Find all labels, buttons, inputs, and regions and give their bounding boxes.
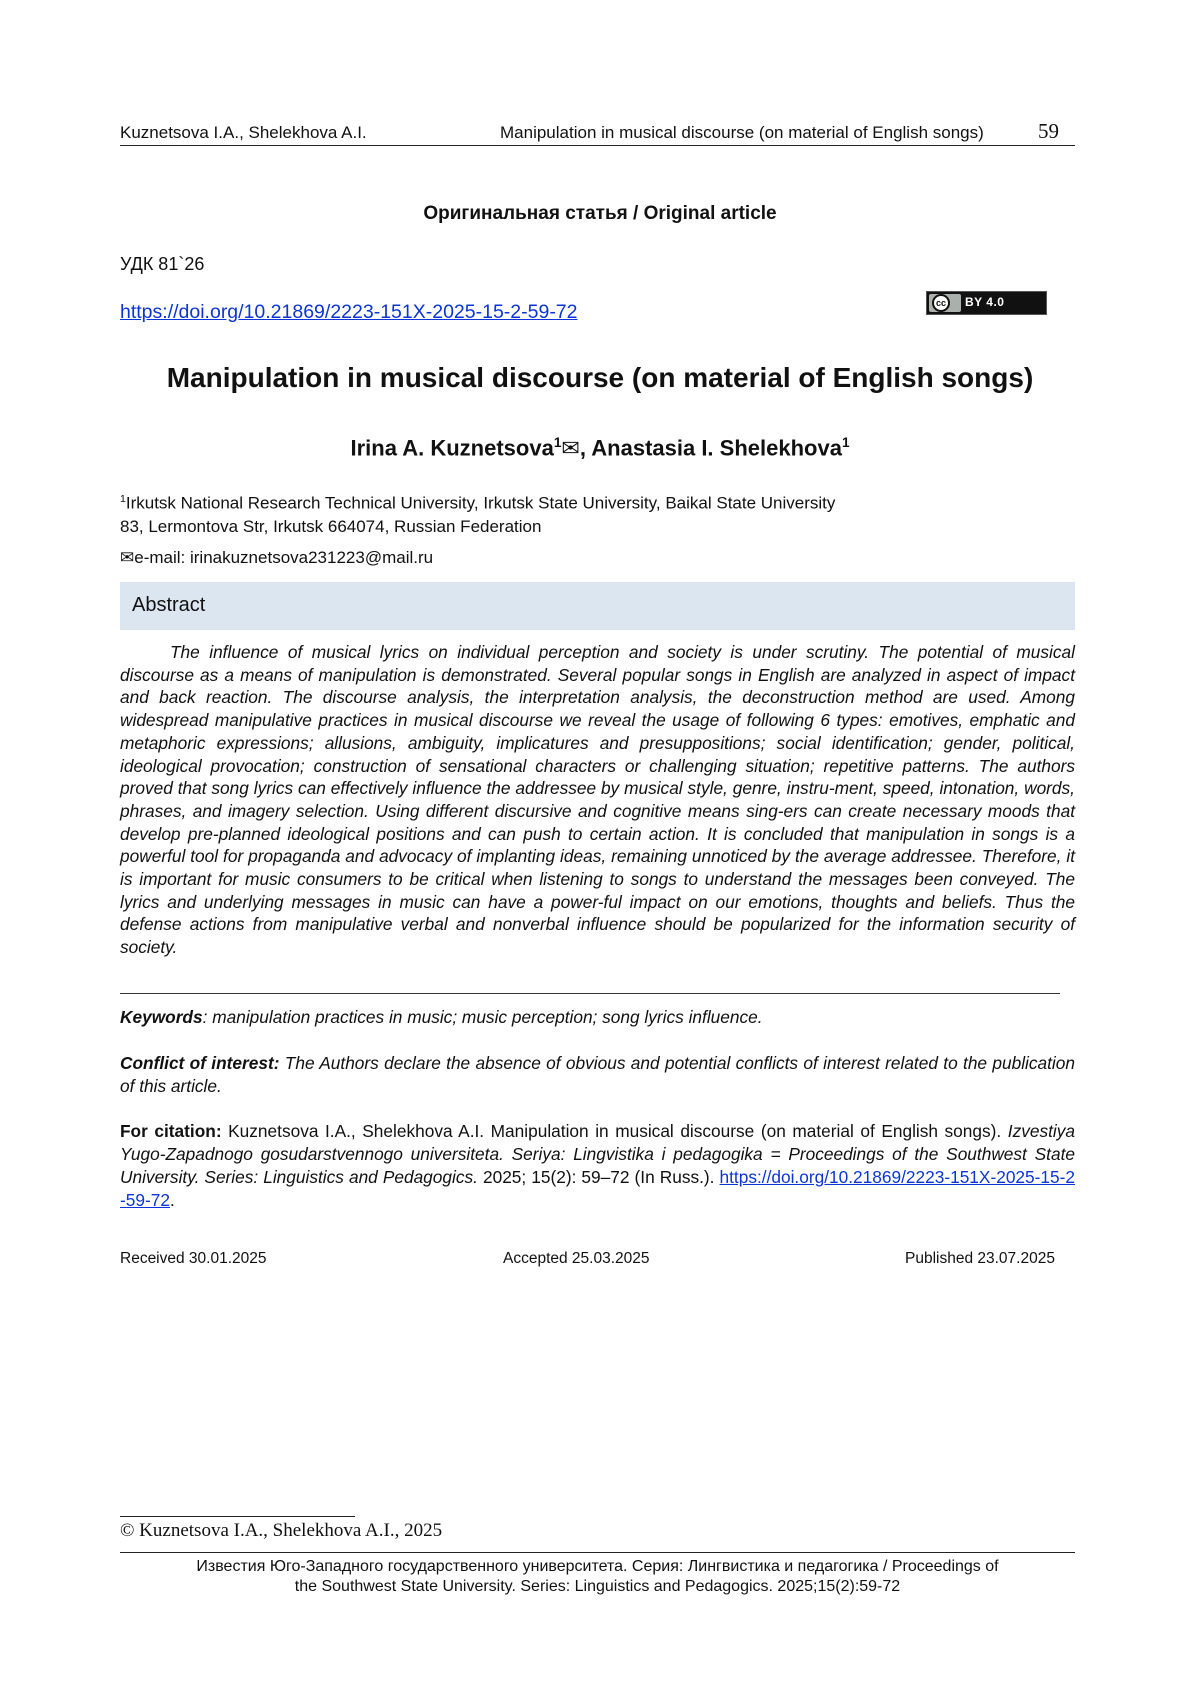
citation-paragraph (120, 1120, 1075, 1212)
author-1-affiliation-mark: 1 (553, 435, 562, 450)
email-address[interactable]: e-mail: irinakuznetsova231223@mail.ru (134, 548, 434, 567)
affiliation-mark: 1 (120, 493, 126, 505)
citation-doi-link[interactable]: https://doi.org/10.21869/2223-151X-2025-15-2-59-72 (120, 1167, 1075, 1210)
abstract-text: The influence of musical lyrics on individual perception and society is under scrutiny. The potential of musical discourse as a means of manipulation is demonstrated. Several popular songs in English are analyzed in aspect of impact and back reaction. The discourse analysis, the interpretation analysis, the deconstruction method are used. Among widespread manipulative practices in musical discourse we reveal the usage of following 6 types: emotives, emphatic and metaphoric expressions; allusions, ambiguity, implicatures and presuppositions; social identification; gender, political, ideological provocation; construction of sensational characters or challenging situation; repetitive patterns. The authors proved that song lyrics can effectively influence the addressee by musical style, genre, instru-ment, speed, intonation, words, phrases, and imagery selection. Using different discursive and cognitive means sing-ers can create necessary moods that develop pre-planned ideological positions and can push to certain action. It is concluded that manipulation in songs is a powerful tool for propaganda and advocacy of implanting ideas, remaining unnoticed by the average addressee. Therefore, it is important for music consumers to be critical when listening to songs to understand the messages been conveyed. The lyrics and underlying messages in music can have a power-ful impact on our emotions, thoughts and beliefs. Thus the defense actions from manipulative verbal and nonverbal influence should be popularized for the information security of society. (120, 642, 1075, 958)
keywords-label: Keywords (120, 1007, 203, 1027)
abstract-heading-bar (120, 582, 1075, 630)
journal-footer-line-1: Известия Юго-Западного государственного университета. Серия: Лингвистика и педагогика / Proceedings of (196, 1558, 999, 1575)
accepted-date: Accepted 25.03.2025 (503, 1250, 650, 1267)
doi-link[interactable]: https://doi.org/10.21869/2223-151X-2025-15-2-59-72 (120, 301, 578, 323)
abstract-heading: Abstract (132, 594, 206, 616)
copyright-notice: © Kuznetsova I.A., Shelekhova A.I., 2025 (120, 1520, 443, 1541)
affiliation (120, 488, 835, 538)
udc-code: УДК 81`26 (120, 254, 205, 274)
keywords-paragraph (120, 1006, 1075, 1029)
email-envelope-icon: ✉ (120, 548, 135, 567)
cc-license-badge[interactable] (926, 291, 1047, 315)
article-title: Manipulation in musical discourse (on material of English songs) (166, 362, 1034, 393)
running-header-title: Manipulation in musical discourse (on material of English songs) (500, 123, 984, 142)
citation-end: . (169, 1190, 175, 1210)
article-type: Оригинальная статья / Original article (423, 203, 777, 224)
conflict-text: The Authors declare the absence of obvious and potential conflicts of interest related to the publication of this article. (120, 1053, 1075, 1096)
authors-line (0, 435, 1200, 461)
citation-text-1: Kuznetsova I.A., Shelekhova A.I. Manipulation in musical discourse (on material of English songs). (221, 1121, 1008, 1141)
affiliation-line-2: 83, Lermontova Str, Irkutsk 664074, Russian Federation (120, 516, 542, 536)
header-rule (120, 145, 1075, 146)
affiliation-line-1: Irkutsk National Research Technical University, Irkutsk State University, Baikal State University (125, 493, 836, 513)
citation-journal: Izvestiya Yugo-Zapadnogo gosudarstvennogo universiteta. Seriya: Lingvistika i pedagogika = Proceedings of the Southwest State University. Series: Linguistics and Pedagogics. (120, 1121, 1075, 1187)
footnote-rule (120, 1516, 355, 1517)
author-1-name: Irina A. Kuznetsova (350, 435, 554, 461)
abstract-text-block (120, 641, 1075, 959)
running-header-authors: Kuznetsova I.A., Shelekhova A.I. (120, 123, 367, 142)
author-2-name: Anastasia I. Shelekhova (591, 435, 842, 461)
keywords-text: : manipulation practices in music; music perception; song lyrics influence. (202, 1007, 763, 1027)
email-line (120, 546, 433, 569)
cc-logo-icon: cc (932, 294, 950, 312)
author-2-affiliation-mark: 1 (841, 435, 850, 450)
received-date: Received 30.01.2025 (120, 1250, 267, 1267)
conflict-label: Conflict of interest: (120, 1053, 280, 1073)
author-separator: , (579, 435, 592, 461)
page-number: 59 (1038, 119, 1059, 143)
keywords-rule (120, 993, 1060, 994)
journal-footer (120, 1557, 1075, 1597)
footer-rule (120, 1552, 1075, 1553)
published-date: Published 23.07.2025 (905, 1250, 1055, 1267)
journal-footer-line-2: the Southwest State University. Series: Linguistics and Pedagogics. 2025;15(2):59-72 (294, 1578, 901, 1595)
citation-label: For citation: (120, 1121, 222, 1141)
citation-text-2: 2025; 15(2): 59–72 (In Russ.). (477, 1167, 720, 1187)
conflict-paragraph (120, 1052, 1075, 1098)
cc-license-label: BY 4.0 (965, 295, 1005, 309)
mail-icon[interactable]: ✉ (561, 435, 580, 461)
